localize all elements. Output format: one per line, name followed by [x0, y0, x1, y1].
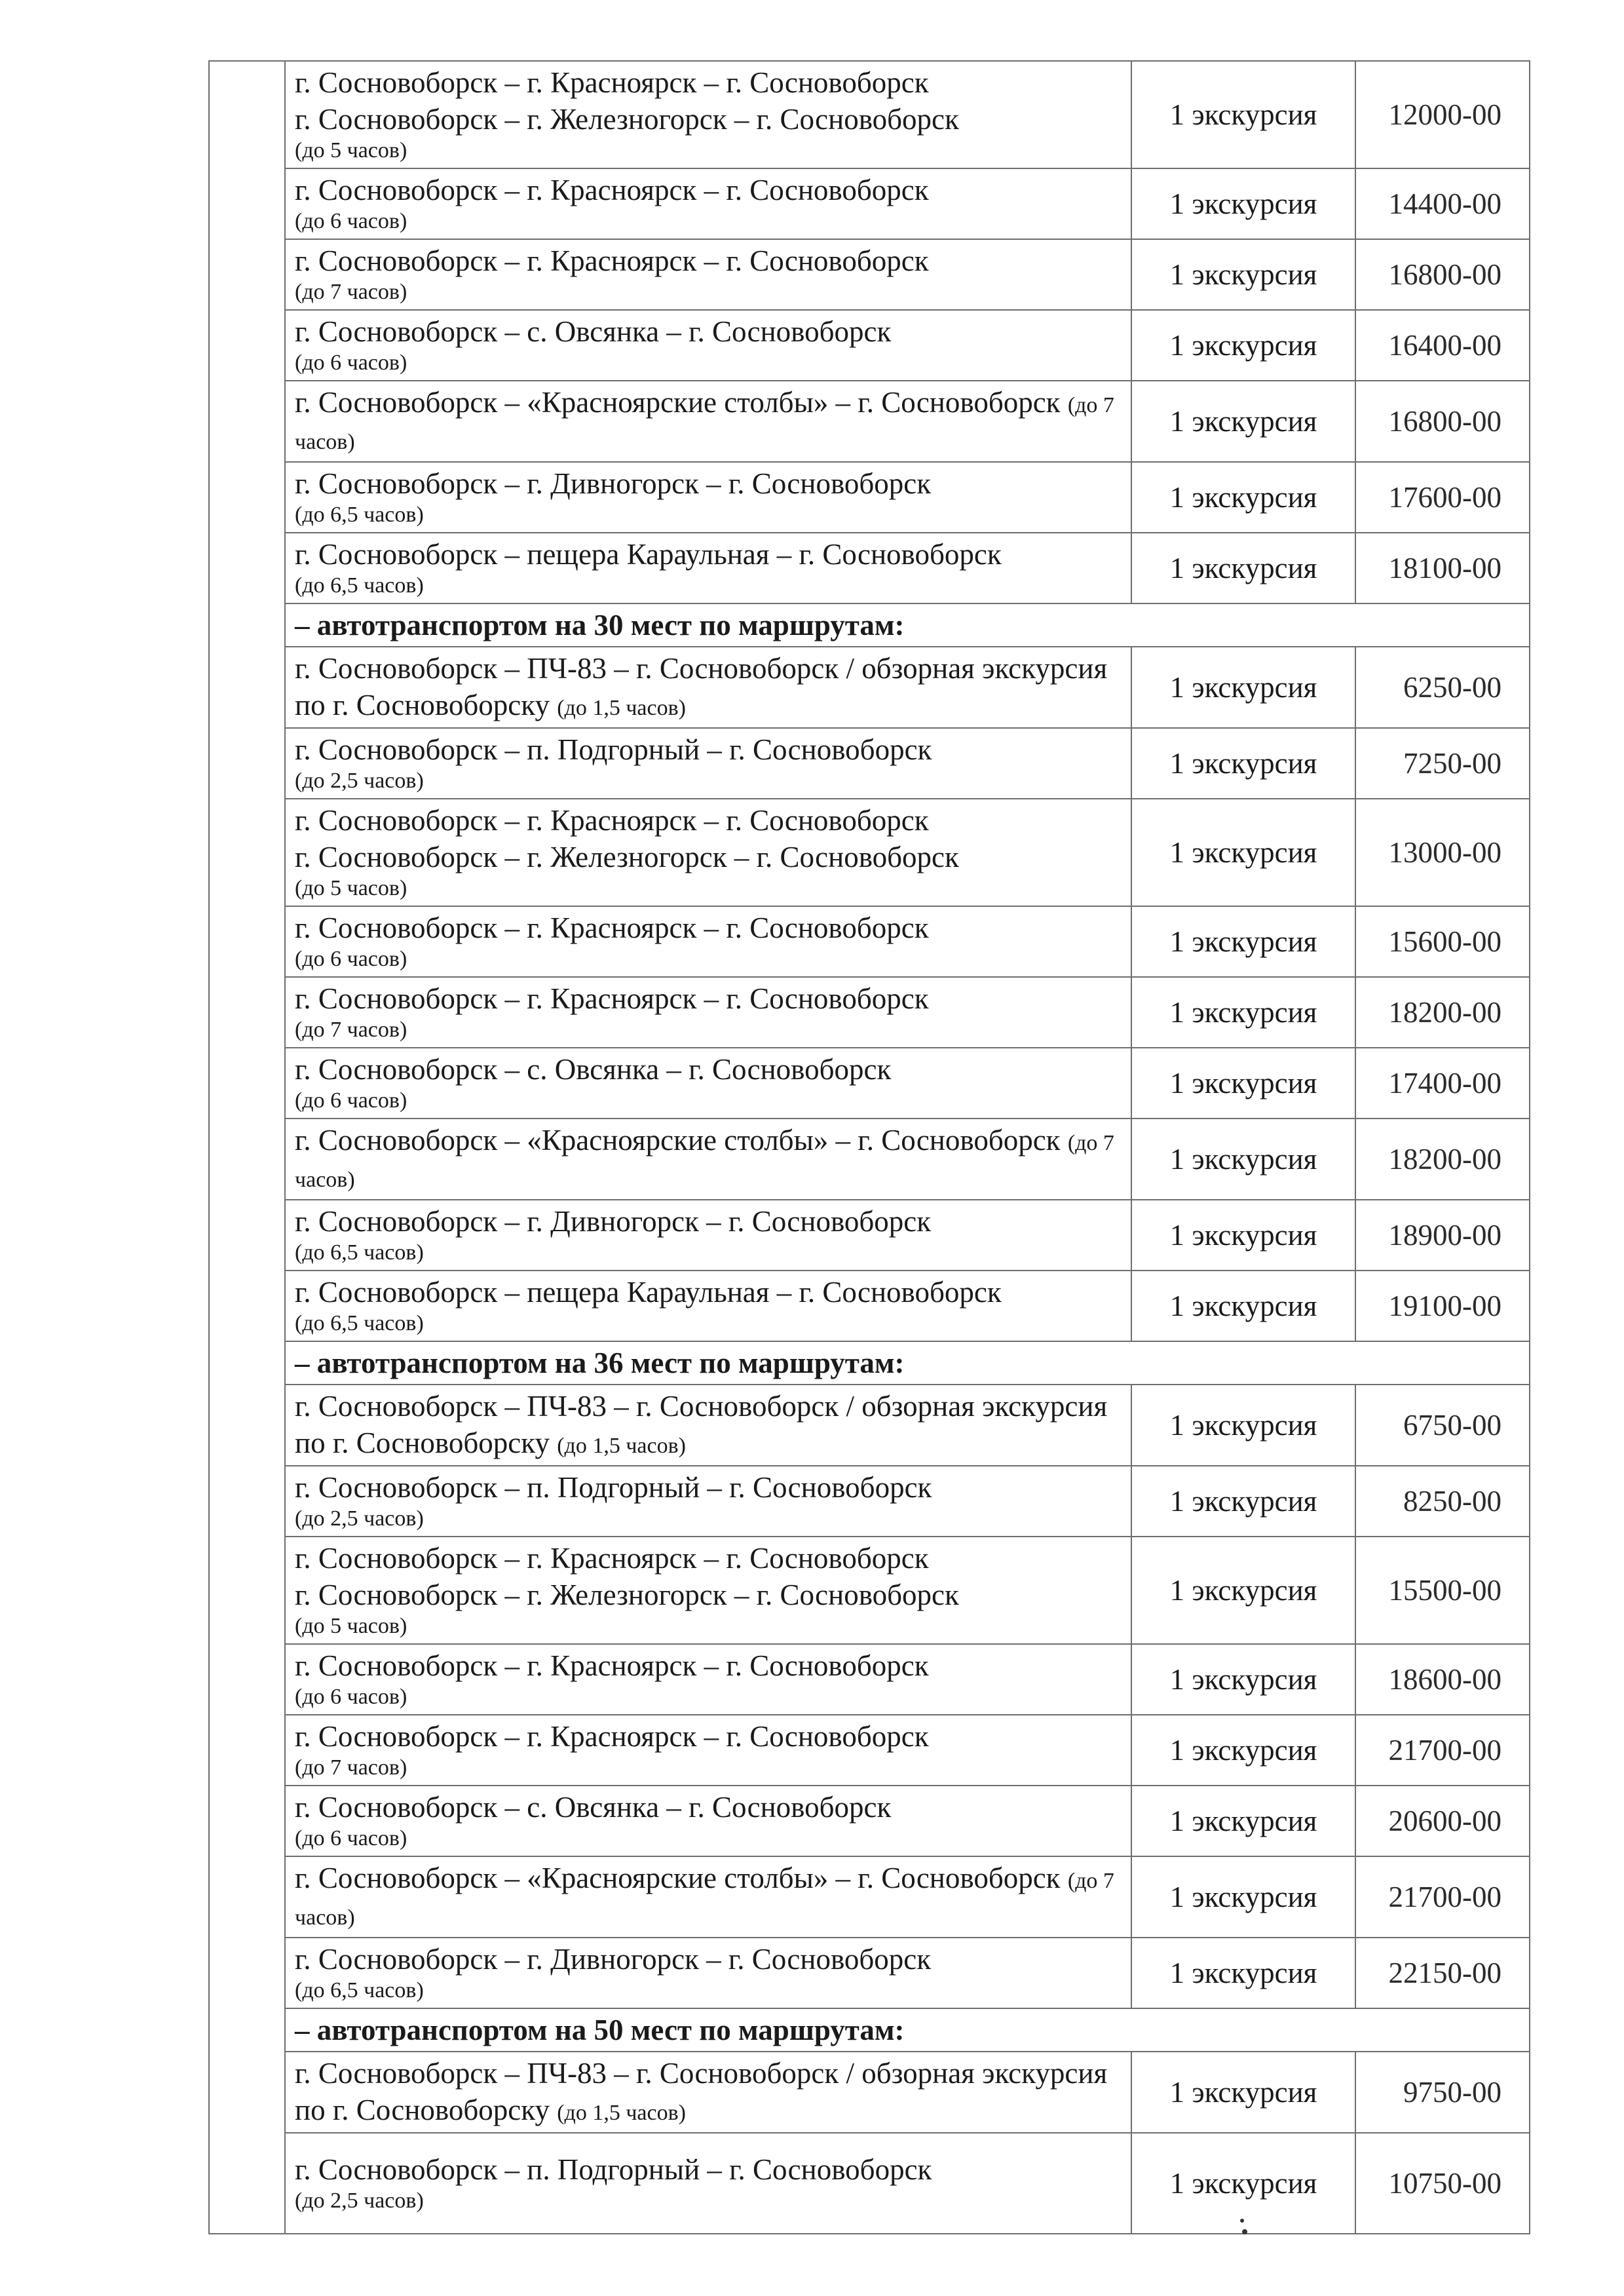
duration-note: (до 6,5 часов)	[295, 573, 424, 598]
duration-note: (до 1,5 часов)	[557, 2101, 686, 2125]
table-row	[209, 462, 1530, 533]
route-cell	[285, 1537, 1131, 1644]
unit-cell: 1 экскурсия	[1131, 1271, 1355, 1341]
table-row	[209, 1856, 1530, 1938]
duration-note: (до 7 часов)	[295, 1018, 407, 1042]
route-cell	[285, 1856, 1131, 1938]
unit-cell: 1 экскурсия	[1131, 462, 1355, 533]
unit-cell: 1 экскурсия	[1131, 1466, 1355, 1537]
route-cell	[285, 1715, 1131, 1786]
route-cell	[285, 168, 1131, 239]
route-cell	[285, 647, 1131, 728]
route-cell	[285, 462, 1131, 533]
route-line: г. Сосновоборск – г. Железногорск – г. Сосновоборск	[295, 103, 959, 136]
unit-cell: 1 экскурсия	[1131, 1644, 1355, 1715]
price-cell: 15500-00	[1355, 1537, 1530, 1644]
price-table-body	[209, 61, 1530, 2234]
unit-cell: 1 экскурсия	[1131, 1200, 1355, 1271]
unit-cell: 1 экскурсия	[1131, 2052, 1355, 2133]
price-cell: 16800-00	[1355, 381, 1530, 462]
route-line: г. Сосновоборск – г. Красноярск – г. Сосновоборск	[295, 1649, 929, 1682]
table-row	[209, 1537, 1530, 1644]
unit-cell: 1 экскурсия	[1131, 728, 1355, 799]
route-line: г. Сосновоборск – г. Железногорск – г. Сосновоборск	[295, 841, 959, 873]
table-row	[209, 1466, 1530, 1537]
price-cell: 6750-00	[1355, 1385, 1530, 1466]
table-row	[209, 310, 1530, 381]
price-cell: 14400-00	[1355, 168, 1530, 239]
unit-cell: 1 экскурсия	[1131, 1938, 1355, 2008]
table-row	[209, 61, 1530, 168]
table-row	[209, 728, 1530, 799]
route-cell	[285, 2052, 1131, 2133]
price-cell: 13000-00	[1355, 799, 1530, 906]
scan-speck	[1240, 2219, 1244, 2223]
route-cell	[285, 310, 1131, 381]
unit-cell: 1 экскурсия	[1131, 799, 1355, 906]
scan-speck	[1242, 2229, 1247, 2234]
unit-cell: 1 экскурсия	[1131, 1537, 1355, 1644]
route-line: г. Сосновоборск – г. Дивногорск – г. Сосновоборск	[295, 467, 932, 500]
route-line: г. Сосновоборск – п. Подгорный – г. Сосновоборск	[295, 1471, 932, 1504]
unit-cell: 1 экскурсия	[1131, 1856, 1355, 1938]
price-cell: 12000-00	[1355, 61, 1530, 168]
table-row	[209, 2052, 1530, 2133]
route-cell	[285, 239, 1131, 310]
route-text: г. Сосновоборск – ПЧ-83 – г. Сосновоборск / обзорная экскурсия по г. Сосновоборску	[295, 1390, 1108, 1459]
route-line: г. Сосновоборск – г. Красноярск – г. Сосновоборск	[295, 1542, 929, 1575]
duration-note: (до 6 часов)	[295, 209, 407, 233]
route-line: г. Сосновоборск – г. Красноярск – г. Сосновоборск	[295, 982, 929, 1015]
price-cell: 9750-00	[1355, 2052, 1530, 2133]
duration-note: (до 2,5 часов)	[295, 769, 424, 793]
route-text: г. Сосновоборск – «Красноярские столбы» – г. Сосновоборск	[295, 386, 1061, 419]
table-row	[209, 1385, 1530, 1466]
route-text: г. Сосновоборск – ПЧ-83 – г. Сосновоборск / обзорная экскурсия по г. Сосновоборску	[295, 652, 1108, 721]
route-line: г. Сосновоборск – г. Красноярск – г. Сосновоборск	[295, 174, 929, 206]
table-row	[209, 381, 1530, 462]
duration-note: (до 2,5 часов)	[295, 1506, 424, 1531]
duration-note: (до 7 часов)	[295, 280, 407, 304]
route-cell	[285, 1200, 1131, 1271]
route-cell	[285, 1644, 1131, 1715]
table-row	[209, 168, 1530, 239]
route-cell	[285, 381, 1131, 462]
route-line: г. Сосновоборск – пещера Караульная – г. Сосновоборск	[295, 538, 1002, 571]
duration-note: (до 6 часов)	[295, 947, 407, 971]
unit-cell: 1 экскурсия	[1131, 310, 1355, 381]
price-cell: 22150-00	[1355, 1938, 1530, 2008]
duration-note: (до 7 часов)	[295, 1869, 1114, 1930]
duration-note: (до 6,5 часов)	[295, 1311, 424, 1335]
duration-note: (до 5 часов)	[295, 876, 407, 900]
route-cell	[285, 1938, 1131, 2008]
table-row	[209, 977, 1530, 1048]
price-cell: 20600-00	[1355, 1786, 1530, 1856]
table-row	[209, 239, 1530, 310]
price-cell: 21700-00	[1355, 1856, 1530, 1938]
route-line: г. Сосновоборск – п. Подгорный – г. Сосновоборск	[295, 733, 932, 766]
table-row	[209, 1271, 1530, 1341]
route-cell	[285, 61, 1131, 168]
table-row	[209, 647, 1530, 728]
section-heading: – автотранспортом на 30 мест по маршрутам:	[285, 603, 1530, 647]
section-heading: – автотранспортом на 50 мест по маршрутам:	[285, 2008, 1530, 2052]
price-cell: 21700-00	[1355, 1715, 1530, 1786]
route-cell	[285, 2133, 1131, 2234]
duration-note: (до 1,5 часов)	[557, 696, 686, 720]
table-row	[209, 1938, 1530, 2008]
table-row	[209, 1644, 1530, 1715]
unit-cell: 1 экскурсия	[1131, 1786, 1355, 1856]
price-cell: 18200-00	[1355, 1119, 1530, 1200]
price-cell: 18100-00	[1355, 533, 1530, 603]
section-heading: – автотранспортом на 36 мест по маршрутам:	[285, 1341, 1530, 1385]
route-cell	[285, 977, 1131, 1048]
unit-cell: 1 экскурсия	[1131, 647, 1355, 728]
duration-note: (до 7 часов)	[295, 393, 1114, 454]
duration-note: (до 7 часов)	[295, 1755, 407, 1780]
duration-note: (до 6,5 часов)	[295, 1240, 424, 1265]
duration-note: (до 6,5 часов)	[295, 503, 424, 527]
price-cell: 19100-00	[1355, 1271, 1530, 1341]
unit-cell: 1 экскурсия	[1131, 239, 1355, 310]
section-row	[209, 2008, 1530, 2052]
table-row	[209, 906, 1530, 977]
route-cell	[285, 533, 1131, 603]
price-table	[208, 60, 1530, 2234]
route-line: г. Сосновоборск – г. Красноярск – г. Сосновоборск	[295, 244, 929, 277]
unit-cell: 1 экскурсия	[1131, 381, 1355, 462]
duration-note: (до 6 часов)	[295, 1685, 407, 1709]
duration-note: (до 5 часов)	[295, 138, 407, 163]
duration-note: (до 6,5 часов)	[295, 1978, 424, 2002]
price-cell: 18900-00	[1355, 1200, 1530, 1271]
route-line: г. Сосновоборск – с. Овсянка – г. Сосновоборск	[295, 1053, 892, 1086]
price-cell: 18200-00	[1355, 977, 1530, 1048]
duration-note: (до 7 часов)	[295, 1131, 1114, 1192]
route-line: г. Сосновоборск – пещера Караульная – г. Сосновоборск	[295, 1276, 1002, 1309]
duration-note: (до 2,5 часов)	[295, 2189, 424, 2213]
table-row	[209, 1786, 1530, 1856]
table-row	[209, 533, 1530, 603]
table-row	[209, 2133, 1530, 2234]
duration-note: (до 6 часов)	[295, 1088, 407, 1113]
unit-cell: 1 экскурсия	[1131, 977, 1355, 1048]
table-row	[209, 1048, 1530, 1119]
table-row	[209, 1200, 1530, 1271]
section-row	[209, 1341, 1530, 1385]
route-line: г. Сосновоборск – г. Дивногорск – г. Сосновоборск	[295, 1205, 932, 1238]
section-row	[209, 603, 1530, 647]
price-cell: 17400-00	[1355, 1048, 1530, 1119]
route-line: г. Сосновоборск – г. Красноярск – г. Сосновоборск	[295, 66, 929, 99]
table-row	[209, 1119, 1530, 1200]
route-line: г. Сосновоборск – г. Красноярск – г. Сосновоборск	[295, 804, 929, 837]
price-cell: 15600-00	[1355, 906, 1530, 977]
unit-cell: 1 экскурсия	[1131, 1048, 1355, 1119]
price-cell: 10750-00	[1355, 2133, 1530, 2234]
table-row	[209, 799, 1530, 906]
price-cell: 6250-00	[1355, 647, 1530, 728]
unit-cell: 1 экскурсия	[1131, 906, 1355, 977]
duration-note: (до 6 часов)	[295, 351, 407, 375]
price-cell: 17600-00	[1355, 462, 1530, 533]
unit-cell: 1 экскурсия	[1131, 2133, 1355, 2234]
price-cell: 16400-00	[1355, 310, 1530, 381]
route-cell	[285, 1466, 1131, 1537]
price-cell: 18600-00	[1355, 1644, 1530, 1715]
route-line: г. Сосновоборск – г. Красноярск – г. Сосновоборск	[295, 1720, 929, 1753]
route-line: г. Сосновоборск – п. Подгорный – г. Сосновоборск	[295, 2153, 932, 2186]
route-cell	[285, 1119, 1131, 1200]
duration-note: (до 6 часов)	[295, 1826, 407, 1850]
duration-note: (до 5 часов)	[295, 1614, 407, 1638]
unit-cell: 1 экскурсия	[1131, 533, 1355, 603]
route-line: г. Сосновоборск – г. Железногорск – г. Сосновоборск	[295, 1578, 959, 1611]
route-cell	[285, 1385, 1131, 1466]
route-line: г. Сосновоборск – г. Дивногорск – г. Сосновоборск	[295, 1943, 932, 1976]
unit-cell: 1 экскурсия	[1131, 168, 1355, 239]
route-cell	[285, 1786, 1131, 1856]
table-row	[209, 1715, 1530, 1786]
route-cell	[285, 728, 1131, 799]
route-text: г. Сосновоборск – «Красноярские столбы» – г. Сосновоборск	[295, 1862, 1061, 1894]
price-cell: 7250-00	[1355, 728, 1530, 799]
route-line: г. Сосновоборск – с. Овсянка – г. Сосновоборск	[295, 315, 892, 348]
route-cell	[285, 799, 1131, 906]
route-text: г. Сосновоборск – ПЧ-83 – г. Сосновоборск / обзорная экскурсия по г. Сосновоборску	[295, 2057, 1108, 2126]
unit-cell: 1 экскурсия	[1131, 61, 1355, 168]
index-cell	[209, 61, 285, 2234]
route-text: г. Сосновоборск – «Красноярские столбы» – г. Сосновоборск	[295, 1124, 1061, 1157]
unit-cell: 1 экскурсия	[1131, 1715, 1355, 1786]
price-cell: 8250-00	[1355, 1466, 1530, 1537]
unit-cell: 1 экскурсия	[1131, 1119, 1355, 1200]
route-cell	[285, 1271, 1131, 1341]
route-cell	[285, 1048, 1131, 1119]
duration-note: (до 1,5 часов)	[557, 1434, 686, 1458]
price-cell: 16800-00	[1355, 239, 1530, 310]
route-line: г. Сосновоборск – г. Красноярск – г. Сосновоборск	[295, 911, 929, 944]
unit-cell: 1 экскурсия	[1131, 1385, 1355, 1466]
route-cell	[285, 906, 1131, 977]
route-line: г. Сосновоборск – с. Овсянка – г. Сосновоборск	[295, 1791, 892, 1824]
